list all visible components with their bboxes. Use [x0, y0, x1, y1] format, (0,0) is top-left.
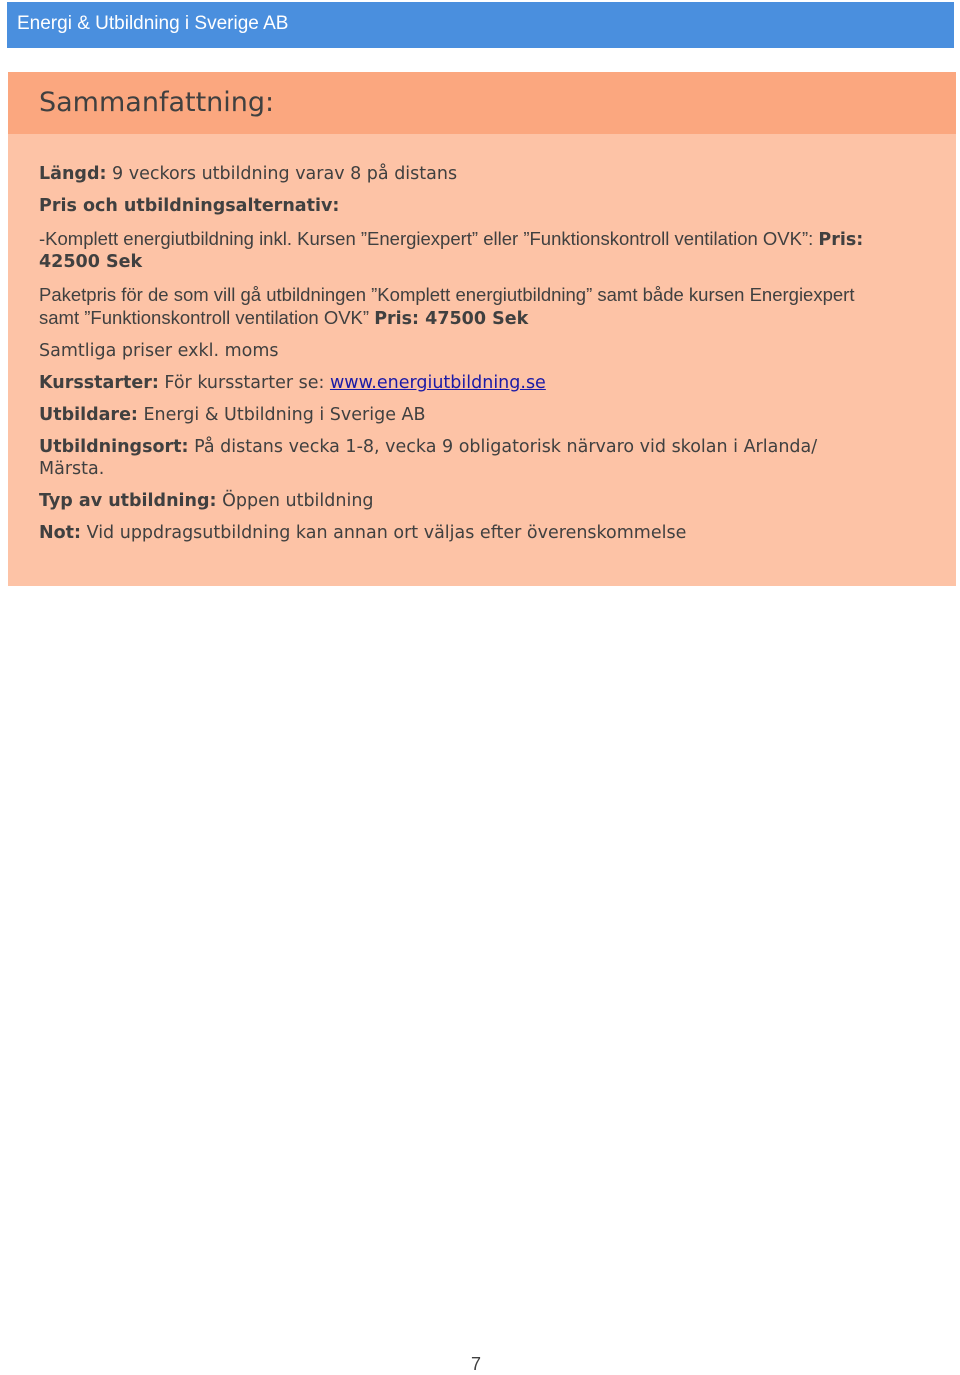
summary-content	[39, 164, 869, 555]
option2-line	[39, 284, 869, 331]
note-label: Not:	[39, 522, 82, 543]
type-line	[39, 491, 869, 513]
vat-note	[39, 341, 869, 363]
vat-note-text: Samtliga priser exkl. moms	[39, 341, 279, 361]
note-line	[39, 523, 869, 545]
length-line	[39, 164, 869, 186]
option1-text: -Komplett energiutbildning inkl. Kursen ”Energiexpert” eller ”Funktionskontroll ventilation OVK”:	[39, 228, 819, 249]
summary-header	[8, 72, 956, 134]
option2-price: Pris: 47500 Sek	[374, 309, 529, 329]
type-value: Öppen utbildning	[216, 490, 374, 511]
summary-box	[8, 72, 956, 586]
provider-value: Energi & Utbildning i Sverige AB	[137, 405, 426, 425]
option2-text: Paketpris för de som vill gå utbildningen ”Komplett energiutbildning” samt både kursen Energiexpert samt ”Funktionskontroll ventilation OVK”	[39, 283, 855, 328]
option1-line	[39, 228, 869, 273]
length-label: Längd:	[39, 164, 107, 184]
location-value: På distans vecka 1-8, vecka 9 obligatorisk närvaro vid skolan i Arlanda/ Märsta.	[39, 437, 818, 479]
starts-text: För kursstarter se:	[158, 373, 330, 393]
location-line	[39, 437, 869, 480]
option1-price: Pris: 42500 Sek	[39, 230, 864, 272]
type-label: Typ av utbildning:	[39, 490, 217, 511]
note-value: Vid uppdragsutbildning kan annan ort väljas efter överenskommelse	[81, 522, 687, 543]
price-heading	[39, 196, 869, 218]
location-label: Utbildningsort:	[39, 437, 189, 457]
provider-line	[39, 405, 869, 427]
length-value: 9 veckors utbildning varav 8 på distans	[106, 164, 458, 184]
summary-title: Sammanfattning:	[39, 87, 275, 118]
page-number: 7	[470, 1354, 481, 1374]
header-bar	[7, 2, 954, 48]
price-heading-text: Pris och utbildningsalternativ:	[39, 196, 340, 216]
website-link[interactable]: www.energiutbildning.se	[329, 373, 546, 393]
starts-line	[39, 373, 869, 395]
starts-label: Kursstarter:	[39, 373, 159, 393]
provider-label: Utbildare:	[39, 405, 138, 425]
company-name: Energi & Utbildning i Sverige AB	[17, 13, 289, 34]
